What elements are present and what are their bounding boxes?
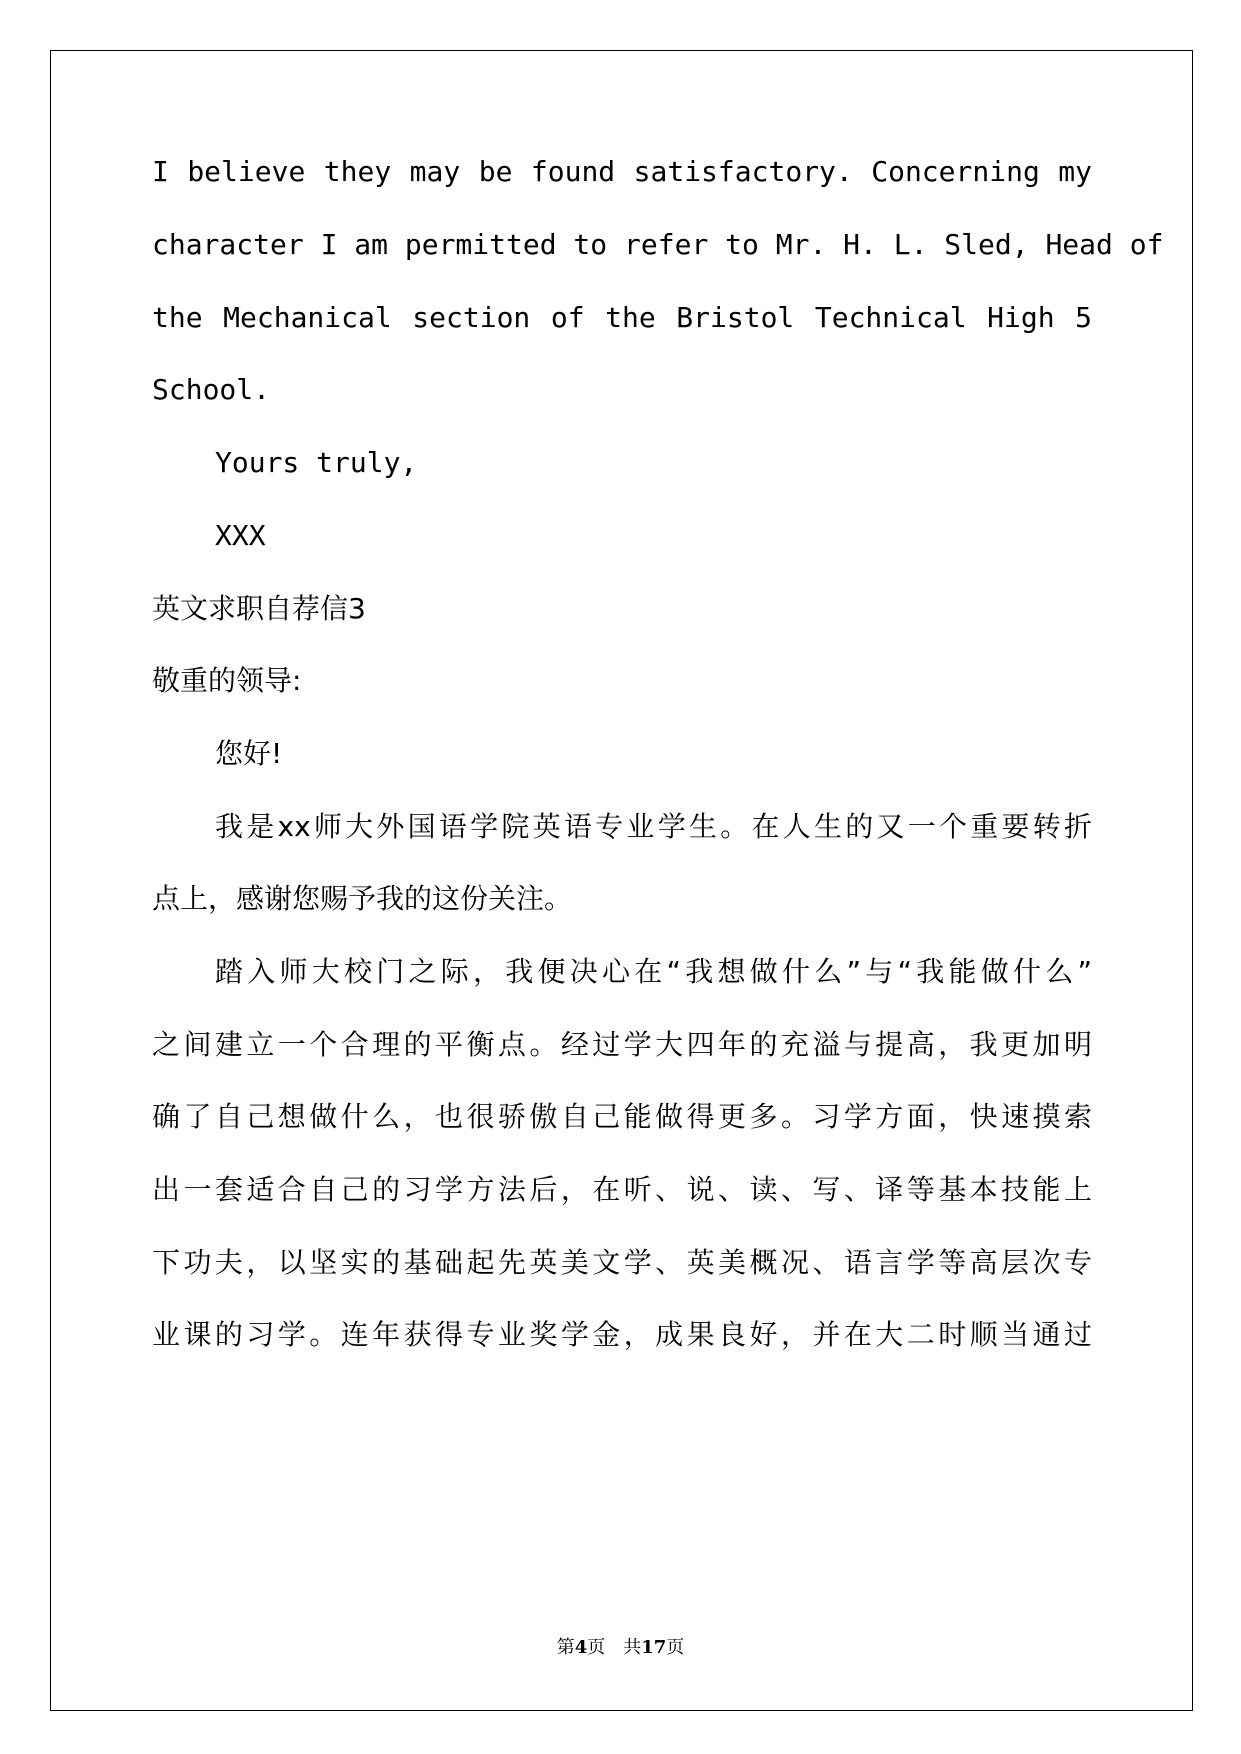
text-line: 下功夫，以坚实的基础起先英美文学、英美概况、语言学等高层次专 [152,1246,1092,1279]
greeting: 您好! [215,737,283,770]
current-page-number: 4 [574,1637,588,1658]
text-line: 之间建立一个合理的平衡点。经过学大四年的充溢与提高，我更加明 [152,1028,1092,1061]
text-line: 我是xx师大外国语学院英语专业学生。在人生的又一个重要转折 [215,810,1092,843]
text-line: 出一套适合自己的习学方法后，在听、说、读、写、译等基本技能上 [152,1173,1092,1206]
text-line: 确了自己想做什么，也很骄傲自己能做得更多。习学方面，快速摸索 [152,1100,1092,1133]
footer-prefix: 第 [556,1637,575,1658]
total-pages-number: 17 [641,1637,667,1658]
page-footer [0,1636,1241,1660]
footer-middle: 页 共 [587,1637,642,1658]
text-line: 踏入师大校门之际，我便决心在“我想做什么”与“我能做什么” [215,955,1092,988]
text-line: I believe they may be found satisfactory. Concerning my [152,155,1092,188]
text-line: the Mechanical section of the Bristol Technical High 5 [152,301,1092,334]
closing-salutation: Yours truly, [215,446,418,479]
section-heading: 英文求职自荐信3 [152,592,366,625]
text-line: character I am permitted to refer to Mr. H. L. Sled, Head of [152,228,1164,261]
salutation: 敬重的领导: [152,664,302,697]
text-line: 点上，感谢您赐予我的这份关注。 [152,882,573,915]
footer-suffix: 页 [666,1637,685,1658]
text-line: 业课的习学。连年获得专业奖学金，成果良好，并在大二时顺当通过 [152,1318,1092,1351]
text-line: School. [152,373,271,406]
signature: XXX [215,519,266,552]
